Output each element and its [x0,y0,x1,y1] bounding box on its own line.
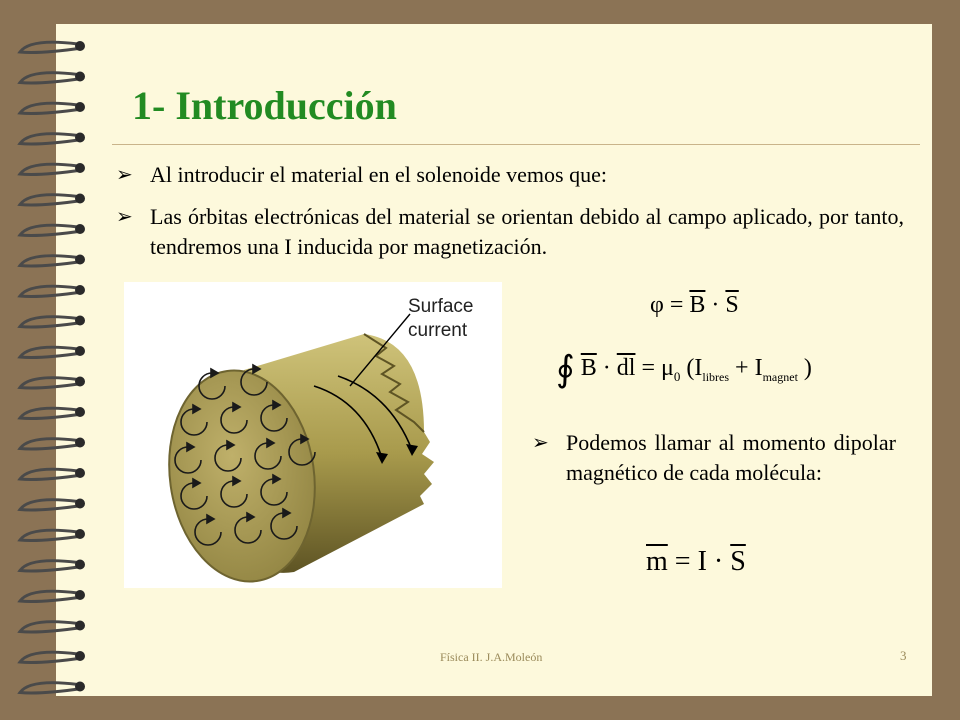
bullet-2-text: Las órbitas electrónicas del material se orientan debido al campo aplicado, por tanto, tendremos una I inducida por magnetización. [150,204,904,259]
binding-ring [20,561,82,571]
binding-hole [75,407,85,417]
binding-ring [20,195,82,205]
binding-hole [75,163,85,173]
bullet-3 [532,428,896,488]
bullet-arrow-icon: ➢ [116,164,133,186]
binding-ring [20,683,82,693]
binding-ring [20,256,82,266]
title-divider [112,144,920,145]
binding-hole [75,285,85,295]
binding-hole [75,194,85,204]
binding-hole [75,651,85,661]
bullet-2 [116,202,904,262]
binding-hole [75,377,85,387]
surface-label-line1: Surface [408,296,474,317]
bullet-1 [116,160,910,190]
binding-ring [20,530,82,540]
binding-hole [75,316,85,326]
binding-hole [75,590,85,600]
binding-ring [20,378,82,388]
binding-ring [20,103,82,113]
binding-hole [75,499,85,509]
binding-ring [20,134,82,144]
flux-equation: $\varphi = \overline{B} \cdot \overline{S}$ [650,292,739,318]
binding-ring [20,347,82,357]
binding-hole [75,346,85,356]
binding-hole [75,41,85,51]
bullet-arrow-icon: ➢ [116,206,133,228]
binding-ring [20,652,82,662]
bullet-3-text: Podemos llamar al momento dipolar magnético de cada molécula: [566,430,896,485]
binding-hole [75,529,85,539]
binding-hole [75,682,85,692]
binding-ring [20,408,82,418]
binding-hole [75,468,85,478]
spiral-binding [0,0,110,720]
binding-ring [20,622,82,632]
binding-ring [20,500,82,510]
bullet-arrow-icon: ➢ [532,432,549,454]
binding-hole [75,224,85,234]
binding-hole [75,438,85,448]
binding-hole [75,621,85,631]
page-number: 3 [900,648,907,663]
binding-ring [20,73,82,83]
footer-author: Física II. J.A.Moleón [440,650,543,664]
slide-title: 1- Introducción [132,83,397,128]
ampere-equation: ∮ $\overline{B} \cdot \overline{dl} = \mu_0$ ($I_{libres} + I_{magnet}$ ) [556,349,812,389]
binding-ring [20,286,82,296]
binding-hole [75,102,85,112]
binding-ring [20,469,82,479]
surface-label-line2: current [408,320,468,341]
moment-equation: $\overline{m} = I \cdot \overline{S}$ [646,546,746,577]
binding-ring [20,42,82,52]
binding-ring [20,317,82,327]
binding-hole [75,560,85,570]
binding-ring [20,164,82,174]
bullet-1-text: Al introducir el material en el solenoide vemos que: [150,162,607,187]
binding-ring [20,225,82,235]
binding-hole [75,72,85,82]
magnetized-cylinder-figure [124,282,502,588]
binding-hole [75,255,85,265]
binding-ring [20,591,82,601]
binding-ring [20,439,82,449]
binding-hole [75,133,85,143]
